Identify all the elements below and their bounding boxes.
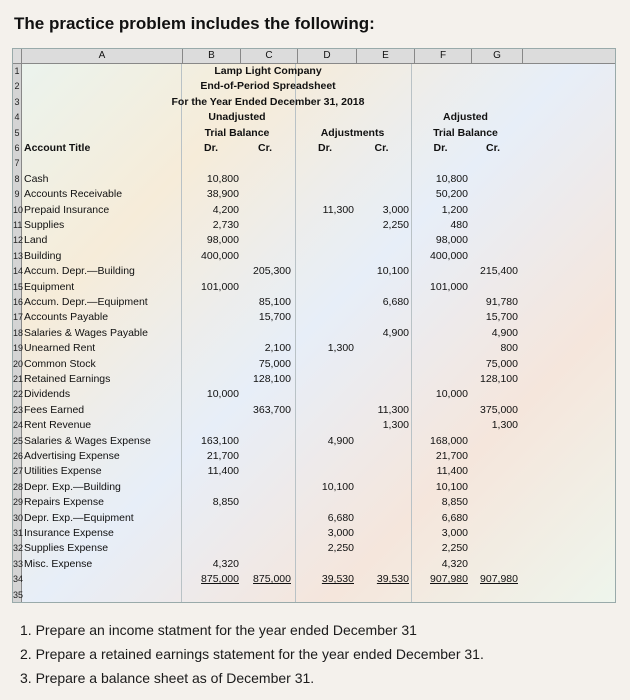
row-number: 11 xyxy=(13,220,23,230)
row-number: 18 xyxy=(13,327,24,338)
row-number: 7 xyxy=(14,158,20,169)
questions-list xyxy=(20,618,484,690)
row-number: 8 xyxy=(14,173,20,184)
unadjusted-debit: 10,000 xyxy=(206,388,239,401)
table-row xyxy=(13,357,616,372)
adjusted-debit: 3,000 xyxy=(441,527,468,539)
account-name: Depr. Exp.—Equipment xyxy=(24,511,134,524)
blank-row xyxy=(13,156,616,171)
row-number: 17 xyxy=(13,312,24,323)
adjustment-credit: 3,000 xyxy=(382,203,409,216)
table-row xyxy=(13,341,616,356)
row-number: 21 xyxy=(13,374,24,384)
adjustment-credit: 11,300 xyxy=(377,403,409,416)
adjusted-credit: 1,300 xyxy=(491,419,518,432)
adjustment-debit: 11,300 xyxy=(322,203,354,216)
account-name: Rent Revenue xyxy=(24,419,92,432)
dr-header: Dr. xyxy=(317,142,332,154)
table-row xyxy=(13,541,616,556)
total-uc: 875,000 xyxy=(253,573,291,586)
adjusted-debit: 11,400 xyxy=(436,465,468,478)
table-row xyxy=(13,480,616,495)
row-number: 20 xyxy=(13,358,24,369)
table-row xyxy=(13,403,616,418)
row-number: 19 xyxy=(13,343,24,354)
adjustment-debit: 3,000 xyxy=(327,527,354,539)
cr-header: Cr. xyxy=(485,142,500,154)
column-header-row xyxy=(13,49,616,64)
unadjusted-debit: 38,900 xyxy=(206,188,239,201)
account-name: Utilities Expense xyxy=(24,465,102,478)
unadjusted-credit: 85,100 xyxy=(258,296,291,308)
table-row xyxy=(13,464,616,479)
unadjusted-credit: 75,000 xyxy=(258,357,291,370)
adjusted-credit: 800 xyxy=(500,342,518,355)
unadjusted-debit: 2,730 xyxy=(212,219,239,231)
account-name: Common Stock xyxy=(24,357,96,370)
header-row xyxy=(13,126,616,141)
adjusted-debit: 2,250 xyxy=(441,542,468,555)
row-number: 12 xyxy=(13,235,24,246)
totals-row xyxy=(13,572,616,587)
adjusted-debit: 101,000 xyxy=(430,280,468,293)
unadjusted-debit: 163,100 xyxy=(201,434,239,447)
total-ad: 39,530 xyxy=(321,573,354,586)
question-3: 3. Prepare a balance sheet as of December 31. xyxy=(20,670,315,686)
unadjusted-debit: 8,850 xyxy=(212,496,239,509)
unadjusted-credit: 205,300 xyxy=(253,265,291,278)
table-row xyxy=(13,249,616,264)
table-row xyxy=(13,233,616,248)
unadjusted-credit: 363,700 xyxy=(253,403,291,416)
col-header-d: D xyxy=(298,49,357,63)
adjusted-credit: 375,000 xyxy=(480,403,518,416)
dr-header: Dr. xyxy=(433,142,448,154)
col-header-c: C xyxy=(241,49,298,63)
adjustment-debit: 1,300 xyxy=(327,342,354,355)
question-2: 2. Prepare a retained earnings statement for the year ended December 31. xyxy=(20,646,484,662)
adjusted-debit: 400,000 xyxy=(430,249,468,262)
unadjusted-credit: 2,100 xyxy=(264,342,291,355)
header-row xyxy=(13,110,616,125)
row-number: 28 xyxy=(13,481,24,492)
total-ud: 875,000 xyxy=(201,573,239,586)
adjusted-debit: 50,200 xyxy=(435,188,468,201)
adjusted-debit: 8,850 xyxy=(441,496,468,509)
row-number: 34 xyxy=(13,574,24,585)
spreadsheet-title: End-of-Period Spreadsheet xyxy=(200,80,336,93)
table-row xyxy=(13,418,616,433)
unadjusted-debit: 400,000 xyxy=(201,249,239,262)
unadjusted-debit: 101,000 xyxy=(201,280,239,293)
adjusted-debit: 21,700 xyxy=(435,450,468,462)
account-name: Fees Earned xyxy=(24,403,85,416)
row-number: 29 xyxy=(13,497,24,508)
account-name: Supplies xyxy=(24,219,65,231)
adjusted-debit: 6,680 xyxy=(441,511,468,524)
row-number: 2 xyxy=(14,81,20,92)
adjustment-credit: 2,250 xyxy=(382,219,409,231)
adjustment-debit: 6,680 xyxy=(327,511,354,524)
account-name: Misc. Expense xyxy=(24,557,93,570)
adjusted-credit: 75,000 xyxy=(485,357,518,370)
page-heading: The practice problem includes the following: xyxy=(14,14,375,33)
row-number: 16 xyxy=(13,297,24,307)
adjustment-debit: 10,100 xyxy=(321,480,354,493)
trial-balance-label: Trial Balance xyxy=(433,126,498,139)
account-name: Depr. Exp.—Building xyxy=(24,480,121,493)
col-header-e: E xyxy=(357,49,415,63)
col-header-b: B xyxy=(183,49,241,63)
table-row xyxy=(13,172,616,187)
account-name: Unearned Rent xyxy=(24,342,96,355)
total-jd: 907,980 xyxy=(430,573,468,586)
table-row xyxy=(13,218,616,233)
row-number: 26 xyxy=(13,451,24,461)
adjusted-credit: 15,700 xyxy=(485,311,518,324)
row-number: 10 xyxy=(13,204,24,215)
table-row xyxy=(13,310,616,325)
row-number: 27 xyxy=(13,466,24,477)
table-row xyxy=(13,264,616,279)
row-number: 5 xyxy=(14,127,20,138)
cr-header: Cr. xyxy=(257,142,272,154)
adjusted-debit: 10,800 xyxy=(435,172,468,185)
account-name: Cash xyxy=(24,172,49,185)
company-name: Lamp Light Company xyxy=(214,65,322,77)
spreadsheet xyxy=(12,48,616,603)
adjusted-credit: 4,900 xyxy=(491,326,518,339)
adjustment-debit: 2,250 xyxy=(327,542,354,555)
unadjusted-debit: 10,800 xyxy=(206,172,239,185)
unadjusted-label: Unadjusted xyxy=(208,111,266,124)
adjusted-debit: 480 xyxy=(450,219,468,231)
row-number: 15 xyxy=(13,281,24,292)
table-row xyxy=(13,326,616,341)
account-name: Dividends xyxy=(24,388,71,401)
account-name: Repairs Expense xyxy=(24,496,104,509)
account-name: Prepaid Insurance xyxy=(24,203,110,216)
corner-cell xyxy=(13,49,22,63)
total-ac: 39,530 xyxy=(376,573,409,586)
account-name: Advertising Expense xyxy=(24,450,120,462)
adjustment-credit: 1,300 xyxy=(382,419,409,432)
row-number: 22 xyxy=(13,389,24,400)
unadjusted-credit: 15,700 xyxy=(258,311,291,324)
table-row xyxy=(13,495,616,510)
row-number: 35 xyxy=(13,589,24,600)
table-row xyxy=(13,557,616,572)
account-name: Salaries & Wages Expense xyxy=(24,434,151,447)
adjustment-credit: 10,100 xyxy=(376,265,409,278)
adjusted-debit: 168,000 xyxy=(430,434,468,447)
col-header-a: A xyxy=(22,49,183,63)
period-label: For the Year Ended December 31, 2018 xyxy=(171,95,365,108)
account-name: Building xyxy=(24,249,62,262)
account-name: Salaries & Wages Payable xyxy=(24,326,148,339)
account-name: Land xyxy=(24,234,48,247)
table-row xyxy=(13,280,616,295)
table-row xyxy=(13,203,616,218)
account-title-header: Account Title xyxy=(24,142,91,154)
adjusted-debit: 10,100 xyxy=(435,480,468,493)
row-number: 30 xyxy=(13,512,24,523)
dr-header: Dr. xyxy=(203,142,218,154)
blank-row xyxy=(13,588,616,603)
account-name: Accounts Receivable xyxy=(24,188,123,201)
table-row xyxy=(13,295,616,310)
adjustment-debit: 4,900 xyxy=(327,434,354,447)
row-number: 32 xyxy=(13,543,24,554)
unadjusted-debit: 4,320 xyxy=(212,557,239,570)
unadjusted-debit: 11,400 xyxy=(207,465,239,478)
table-row xyxy=(13,526,616,541)
table-row xyxy=(13,387,616,402)
col-header-g: G xyxy=(472,49,523,63)
table-row xyxy=(13,187,616,202)
row-number: 31 xyxy=(13,528,24,538)
account-name: Accum. Depr.—Building xyxy=(24,265,135,278)
question-1: 1. Prepare an income statment for the year ended December 31 xyxy=(20,622,417,638)
account-name: Equipment xyxy=(24,280,75,293)
adjusted-credit: 91,780 xyxy=(485,296,518,308)
row-number: 24 xyxy=(13,420,24,431)
row-number: 6 xyxy=(14,143,20,153)
adjusted-label: Adjusted xyxy=(443,111,488,124)
table-row xyxy=(13,372,616,387)
unadjusted-credit: 128,100 xyxy=(253,373,291,385)
account-name: Accounts Payable xyxy=(24,311,109,324)
trial-balance-label: Trial Balance xyxy=(204,126,270,139)
col-header-f: F xyxy=(415,49,472,63)
adjusted-debit: 4,320 xyxy=(441,557,468,570)
total-jc: 907,980 xyxy=(480,573,518,586)
row-number: 4 xyxy=(14,112,20,123)
cr-header: Cr. xyxy=(374,142,389,154)
unadjusted-debit: 21,700 xyxy=(206,450,239,462)
row-number: 14 xyxy=(13,266,24,277)
row-number: 23 xyxy=(13,404,24,415)
account-name: Supplies Expense xyxy=(24,542,109,555)
adjusted-debit: 98,000 xyxy=(435,234,468,247)
header-row xyxy=(13,79,616,94)
adjustment-credit: 4,900 xyxy=(382,326,409,339)
adjusted-debit: 1,200 xyxy=(441,203,468,216)
account-name: Retained Earnings xyxy=(24,373,111,385)
header-row xyxy=(13,95,616,110)
account-name: Accum. Depr.—Equipment xyxy=(24,296,148,308)
row-number: 1 xyxy=(14,66,20,76)
adjustments-label: Adjustments xyxy=(320,126,385,139)
adjusted-credit: 215,400 xyxy=(480,265,518,278)
adjusted-credit: 128,100 xyxy=(480,373,518,385)
header-row xyxy=(13,64,616,79)
row-number: 33 xyxy=(13,558,24,569)
unadjusted-debit: 4,200 xyxy=(212,203,239,216)
row-number: 3 xyxy=(14,96,20,107)
row-number: 13 xyxy=(13,250,24,261)
table-row xyxy=(13,434,616,449)
unadjusted-debit: 98,000 xyxy=(206,234,239,247)
table-row xyxy=(13,449,616,464)
adjusted-debit: 10,000 xyxy=(435,388,468,401)
table-row xyxy=(13,511,616,526)
account-name: Insurance Expense xyxy=(24,527,114,539)
header-row xyxy=(13,141,616,156)
row-number: 9 xyxy=(14,189,20,200)
adjustment-credit: 6,680 xyxy=(382,296,409,308)
row-number: 25 xyxy=(13,435,24,446)
